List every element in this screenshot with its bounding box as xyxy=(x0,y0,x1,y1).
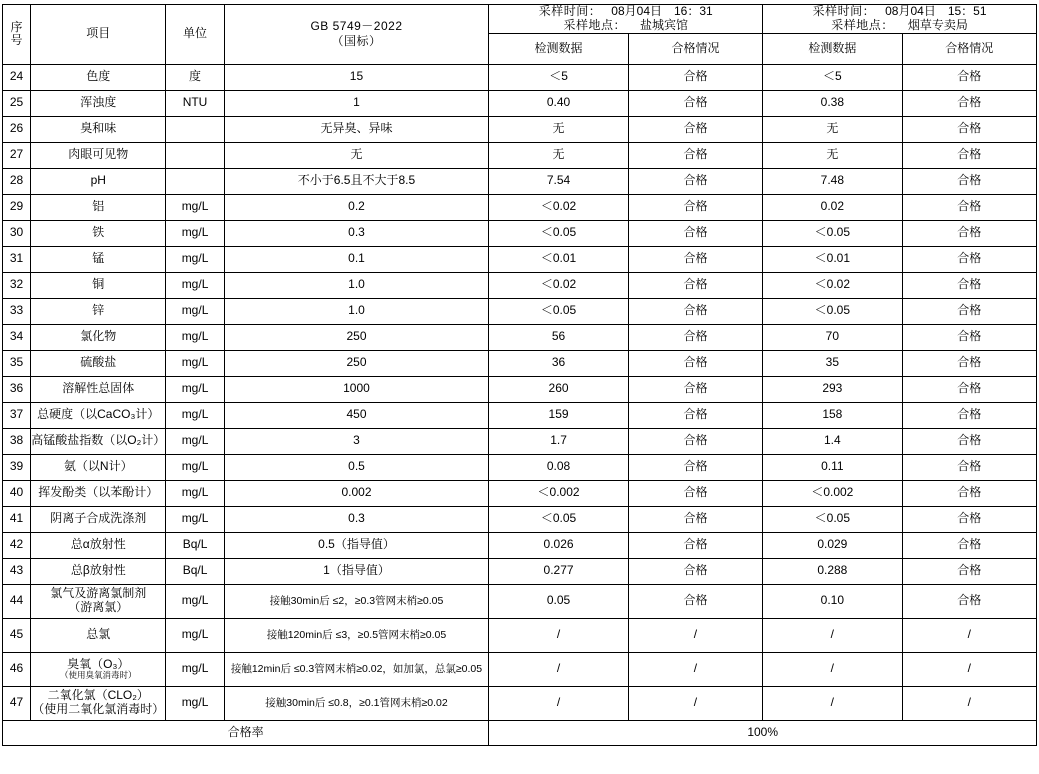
sample-2-data-header: 检测数据 xyxy=(763,33,902,64)
row-no: 37 xyxy=(3,402,31,428)
table-row xyxy=(3,324,1037,350)
row-sample2-data: / xyxy=(763,652,902,686)
row-sample2-pass: 合格 xyxy=(902,142,1036,168)
row-sample2-data: 0.288 xyxy=(763,558,902,584)
row-sample1-data: / xyxy=(489,652,628,686)
row-sample1-data: / xyxy=(489,686,628,720)
header-unit: 单位 xyxy=(166,5,224,65)
header-standard-line2: （国标） xyxy=(331,34,382,49)
row-no: 24 xyxy=(3,64,31,90)
row-item xyxy=(31,584,166,618)
row-standard: 1 xyxy=(224,90,489,116)
row-sample1-pass: 合格 xyxy=(628,532,762,558)
row-standard: 1000 xyxy=(224,376,489,402)
row-item-line2: （使用二氧化氯消毒时） xyxy=(32,702,165,717)
row-sample2-pass: / xyxy=(902,652,1036,686)
row-unit: mg/L xyxy=(166,402,224,428)
row-unit: Bq/L xyxy=(166,558,224,584)
row-unit: mg/L xyxy=(166,480,224,506)
row-unit xyxy=(166,142,224,168)
row-sample2-pass: 合格 xyxy=(902,298,1036,324)
row-sample2-data: ＜0.05 xyxy=(763,298,902,324)
row-standard: 接触30min后 ≤0.8，≥0.1管网末梢≥0.02 xyxy=(224,686,489,720)
table-footer-row xyxy=(3,720,1037,745)
header-standard-line1: GB 5749－2022 xyxy=(310,18,403,33)
row-sample1-pass: 合格 xyxy=(628,454,762,480)
row-sample2-data: ＜0.02 xyxy=(763,272,902,298)
row-unit: mg/L xyxy=(166,350,224,376)
row-item: 浑浊度 xyxy=(31,90,166,116)
row-unit: mg/L xyxy=(166,584,224,618)
row-no: 47 xyxy=(3,686,31,720)
row-no: 26 xyxy=(3,116,31,142)
row-sample1-pass: 合格 xyxy=(628,324,762,350)
row-item: 肉眼可见物 xyxy=(31,142,166,168)
row-unit xyxy=(166,168,224,194)
row-sample2-data: 0.11 xyxy=(763,454,902,480)
sample-1-place-value: 盐城宾馆 xyxy=(640,17,689,32)
row-item: 阴离子合成洗涤剂 xyxy=(31,506,166,532)
table-row xyxy=(3,142,1037,168)
row-item: 总β放射性 xyxy=(31,558,166,584)
row-standard: 0.5（指导值） xyxy=(224,532,489,558)
row-sample2-data: 0.029 xyxy=(763,532,902,558)
table-row xyxy=(3,652,1037,686)
row-standard: 0.5 xyxy=(224,454,489,480)
row-item: 锰 xyxy=(31,246,166,272)
table-row xyxy=(3,298,1037,324)
sample-2-time-value: 08月04日 15：51 xyxy=(885,4,987,18)
row-sample1-data: 无 xyxy=(489,142,628,168)
row-sample2-data: 0.02 xyxy=(763,194,902,220)
row-sample2-data: 0.10 xyxy=(763,584,902,618)
row-sample1-data: 56 xyxy=(489,324,628,350)
table-row xyxy=(3,168,1037,194)
row-item-line1: 氯气及游离氯制剂 xyxy=(50,586,147,601)
row-no: 35 xyxy=(3,350,31,376)
row-unit xyxy=(166,116,224,142)
sample-2-time-label: 采样时间： xyxy=(812,4,876,18)
row-sample1-data: 1.7 xyxy=(489,428,628,454)
row-standard: 0.1 xyxy=(224,246,489,272)
row-standard: 0.3 xyxy=(224,220,489,246)
row-sample1-pass: 合格 xyxy=(628,272,762,298)
row-sample1-data: 0.05 xyxy=(489,584,628,618)
row-item-line2: （游离氯） xyxy=(68,600,129,615)
row-standard: 0.2 xyxy=(224,194,489,220)
row-unit: Bq/L xyxy=(166,532,224,558)
row-standard: 0.002 xyxy=(224,480,489,506)
row-unit: mg/L xyxy=(166,506,224,532)
row-no: 38 xyxy=(3,428,31,454)
row-no: 25 xyxy=(3,90,31,116)
row-sample2-data: / xyxy=(763,618,902,652)
row-sample1-data: ＜5 xyxy=(489,64,628,90)
row-sample2-data: / xyxy=(763,686,902,720)
row-item: 高锰酸盐指数（以O₂计） xyxy=(31,428,166,454)
row-item xyxy=(31,652,166,686)
row-unit: 度 xyxy=(166,64,224,90)
row-sample2-pass: 合格 xyxy=(902,350,1036,376)
table-row xyxy=(3,376,1037,402)
row-sample1-pass: 合格 xyxy=(628,116,762,142)
row-standard: 接触120min后 ≤3，≥0.5管网末梢≥0.05 xyxy=(224,618,489,652)
row-standard: 1.0 xyxy=(224,298,489,324)
sample-2-pass-header: 合格情况 xyxy=(902,33,1036,64)
row-sample1-data: ＜0.02 xyxy=(489,272,628,298)
row-sample2-pass: 合格 xyxy=(902,584,1036,618)
row-sample1-pass: 合格 xyxy=(628,350,762,376)
row-unit: mg/L xyxy=(166,194,224,220)
row-sample2-data: 293 xyxy=(763,376,902,402)
row-sample1-pass: 合格 xyxy=(628,298,762,324)
row-standard: 15 xyxy=(224,64,489,90)
row-no: 33 xyxy=(3,298,31,324)
row-sample1-pass: / xyxy=(628,686,762,720)
row-item: 总α放射性 xyxy=(31,532,166,558)
sample-2-place-label: 采样地点： xyxy=(831,17,894,32)
row-item-note: （使用臭氧消毒时） xyxy=(60,670,137,681)
row-sample2-pass: 合格 xyxy=(902,324,1036,350)
row-sample1-data: ＜0.02 xyxy=(489,194,628,220)
row-item: 铁 xyxy=(31,220,166,246)
header-standard xyxy=(224,5,489,65)
row-sample2-pass: 合格 xyxy=(902,168,1036,194)
row-no: 45 xyxy=(3,618,31,652)
sample-1-time-label: 采样时间： xyxy=(538,4,602,18)
row-no: 41 xyxy=(3,506,31,532)
row-sample2-data: 0.38 xyxy=(763,90,902,116)
row-sample1-pass: 合格 xyxy=(628,194,762,220)
row-sample1-pass: 合格 xyxy=(628,376,762,402)
row-no: 43 xyxy=(3,558,31,584)
row-no: 30 xyxy=(3,220,31,246)
row-sample1-pass: 合格 xyxy=(628,168,762,194)
table-row xyxy=(3,220,1037,246)
row-unit: mg/L xyxy=(166,272,224,298)
row-no: 40 xyxy=(3,480,31,506)
row-standard: 250 xyxy=(224,350,489,376)
header-item: 项目 xyxy=(31,5,166,65)
row-sample2-pass: 合格 xyxy=(902,376,1036,402)
row-no: 27 xyxy=(3,142,31,168)
row-sample2-data: 70 xyxy=(763,324,902,350)
row-sample2-pass: 合格 xyxy=(902,428,1036,454)
row-sample2-pass: 合格 xyxy=(902,402,1036,428)
row-no: 29 xyxy=(3,194,31,220)
table-row xyxy=(3,402,1037,428)
row-sample2-data: ＜5 xyxy=(763,64,902,90)
row-item-line1: 二氧化氯（CLO₂） xyxy=(47,688,149,703)
row-sample2-pass: 合格 xyxy=(902,506,1036,532)
row-item: 铜 xyxy=(31,272,166,298)
row-item: 溶解性总固体 xyxy=(31,376,166,402)
row-sample2-data: 无 xyxy=(763,116,902,142)
row-item-line1: 臭氧（O₃） xyxy=(67,656,130,671)
header-no-line2: 号 xyxy=(10,33,23,48)
row-no: 34 xyxy=(3,324,31,350)
row-standard: 接触30min后 ≤2，≥0.3管网末梢≥0.05 xyxy=(224,584,489,618)
row-unit: mg/L xyxy=(166,454,224,480)
row-sample2-data: ＜0.01 xyxy=(763,246,902,272)
row-sample1-pass: 合格 xyxy=(628,558,762,584)
header-no-line1: 序 xyxy=(10,19,23,34)
row-unit: mg/L xyxy=(166,686,224,720)
row-standard: 1.0 xyxy=(224,272,489,298)
row-sample1-data: 159 xyxy=(489,402,628,428)
row-sample1-data: ＜0.05 xyxy=(489,220,628,246)
row-sample1-data: 36 xyxy=(489,350,628,376)
table-row xyxy=(3,194,1037,220)
row-no: 28 xyxy=(3,168,31,194)
pass-rate-label: 合格率 xyxy=(3,720,489,745)
sample-1-place-row xyxy=(489,19,762,33)
row-standard: 无 xyxy=(224,142,489,168)
row-sample1-pass: 合格 xyxy=(628,220,762,246)
row-sample2-pass: 合格 xyxy=(902,454,1036,480)
row-sample2-pass: 合格 xyxy=(902,220,1036,246)
row-sample2-pass: 合格 xyxy=(902,558,1036,584)
row-sample1-data: 0.026 xyxy=(489,532,628,558)
row-sample1-pass: 合格 xyxy=(628,506,762,532)
row-sample1-data: ＜0.01 xyxy=(489,246,628,272)
row-sample1-pass: 合格 xyxy=(628,428,762,454)
row-item: 铝 xyxy=(31,194,166,220)
row-sample1-pass: / xyxy=(628,652,762,686)
row-sample2-data: 无 xyxy=(763,142,902,168)
sample-2-place-row xyxy=(763,19,1036,33)
row-sample1-pass: 合格 xyxy=(628,584,762,618)
table-row xyxy=(3,584,1037,618)
row-sample1-data: 无 xyxy=(489,116,628,142)
row-standard: 0.3 xyxy=(224,506,489,532)
row-item: 臭和味 xyxy=(31,116,166,142)
row-no: 46 xyxy=(3,652,31,686)
sample-1-place-label: 采样地点： xyxy=(563,17,626,32)
row-unit: mg/L xyxy=(166,618,224,652)
row-sample2-pass: / xyxy=(902,686,1036,720)
row-no: 32 xyxy=(3,272,31,298)
table-row xyxy=(3,428,1037,454)
row-sample1-pass: 合格 xyxy=(628,142,762,168)
row-sample1-data: 260 xyxy=(489,376,628,402)
sample-1-time-row xyxy=(489,5,762,19)
row-no: 39 xyxy=(3,454,31,480)
row-sample1-data: / xyxy=(489,618,628,652)
row-sample2-data: 158 xyxy=(763,402,902,428)
row-standard: 250 xyxy=(224,324,489,350)
row-item: 锌 xyxy=(31,298,166,324)
row-sample1-pass: / xyxy=(628,618,762,652)
sample-2-place-value: 烟草专卖局 xyxy=(907,17,968,32)
row-unit: mg/L xyxy=(166,246,224,272)
sample-1-pass-header: 合格情况 xyxy=(628,33,762,64)
row-sample1-data: ＜0.05 xyxy=(489,506,628,532)
row-unit: mg/L xyxy=(166,428,224,454)
sample-1-time-value: 08月04日 16：31 xyxy=(611,4,713,18)
table-row xyxy=(3,618,1037,652)
table-row xyxy=(3,480,1037,506)
row-sample2-pass: / xyxy=(902,618,1036,652)
row-sample1-pass: 合格 xyxy=(628,90,762,116)
row-item: 硫酸盐 xyxy=(31,350,166,376)
row-item: 氯化物 xyxy=(31,324,166,350)
table-row xyxy=(3,64,1037,90)
row-unit: mg/L xyxy=(166,376,224,402)
row-sample1-data: 7.54 xyxy=(489,168,628,194)
row-sample1-pass: 合格 xyxy=(628,64,762,90)
row-sample2-pass: 合格 xyxy=(902,194,1036,220)
table-row xyxy=(3,558,1037,584)
row-sample1-data: ＜0.002 xyxy=(489,480,628,506)
row-sample2-data: ＜0.002 xyxy=(763,480,902,506)
row-sample2-pass: 合格 xyxy=(902,532,1036,558)
table-row xyxy=(3,506,1037,532)
sample-1-header xyxy=(489,5,763,34)
row-sample1-pass: 合格 xyxy=(628,402,762,428)
row-sample2-data: ＜0.05 xyxy=(763,506,902,532)
row-sample1-data: 0.277 xyxy=(489,558,628,584)
row-unit: mg/L xyxy=(166,220,224,246)
row-unit: mg/L xyxy=(166,324,224,350)
row-no: 31 xyxy=(3,246,31,272)
row-sample1-pass: 合格 xyxy=(628,246,762,272)
row-item: pH xyxy=(31,168,166,194)
row-unit: NTU xyxy=(166,90,224,116)
row-unit: mg/L xyxy=(166,652,224,686)
table-row xyxy=(3,90,1037,116)
row-unit: mg/L xyxy=(166,298,224,324)
row-item: 总硬度（以CaCO₃计） xyxy=(31,402,166,428)
row-item: 色度 xyxy=(31,64,166,90)
row-sample2-pass: 合格 xyxy=(902,272,1036,298)
table-row xyxy=(3,454,1037,480)
header-no xyxy=(3,5,31,65)
table-row xyxy=(3,532,1037,558)
row-no: 44 xyxy=(3,584,31,618)
table-row xyxy=(3,272,1037,298)
row-sample1-data: ＜0.05 xyxy=(489,298,628,324)
row-sample2-pass: 合格 xyxy=(902,64,1036,90)
row-sample2-data: 1.4 xyxy=(763,428,902,454)
sample-2-time-row xyxy=(763,5,1036,19)
table-row xyxy=(3,686,1037,720)
row-no: 42 xyxy=(3,532,31,558)
row-sample1-data: 0.40 xyxy=(489,90,628,116)
row-standard: 3 xyxy=(224,428,489,454)
row-item xyxy=(31,686,166,720)
table-row xyxy=(3,350,1037,376)
row-item: 总氯 xyxy=(31,618,166,652)
row-standard: 450 xyxy=(224,402,489,428)
row-sample2-pass: 合格 xyxy=(902,246,1036,272)
row-sample2-pass: 合格 xyxy=(902,116,1036,142)
sample-2-header xyxy=(763,5,1037,34)
pass-rate-value: 100% xyxy=(489,720,1037,745)
row-sample2-data: 35 xyxy=(763,350,902,376)
row-item: 氨（以N计） xyxy=(31,454,166,480)
table-row xyxy=(3,116,1037,142)
row-standard: 无异臭、异味 xyxy=(224,116,489,142)
sample-1-data-header: 检测数据 xyxy=(489,33,628,64)
row-sample1-data: 0.08 xyxy=(489,454,628,480)
row-sample2-pass: 合格 xyxy=(902,90,1036,116)
row-sample1-pass: 合格 xyxy=(628,480,762,506)
row-standard: 不小于6.5且不大于8.5 xyxy=(224,168,489,194)
report-sheet xyxy=(0,4,1039,774)
table-row xyxy=(3,246,1037,272)
row-sample2-data: ＜0.05 xyxy=(763,220,902,246)
row-no: 36 xyxy=(3,376,31,402)
row-item: 挥发酚类（以苯酚计） xyxy=(31,480,166,506)
row-sample2-data: 7.48 xyxy=(763,168,902,194)
water-quality-table xyxy=(2,4,1037,746)
row-standard: 1（指导值） xyxy=(224,558,489,584)
row-sample2-pass: 合格 xyxy=(902,480,1036,506)
row-standard: 接触12min后 ≤0.3管网末梢≥0.02，如加氯，总氯≥0.05 xyxy=(224,652,489,686)
